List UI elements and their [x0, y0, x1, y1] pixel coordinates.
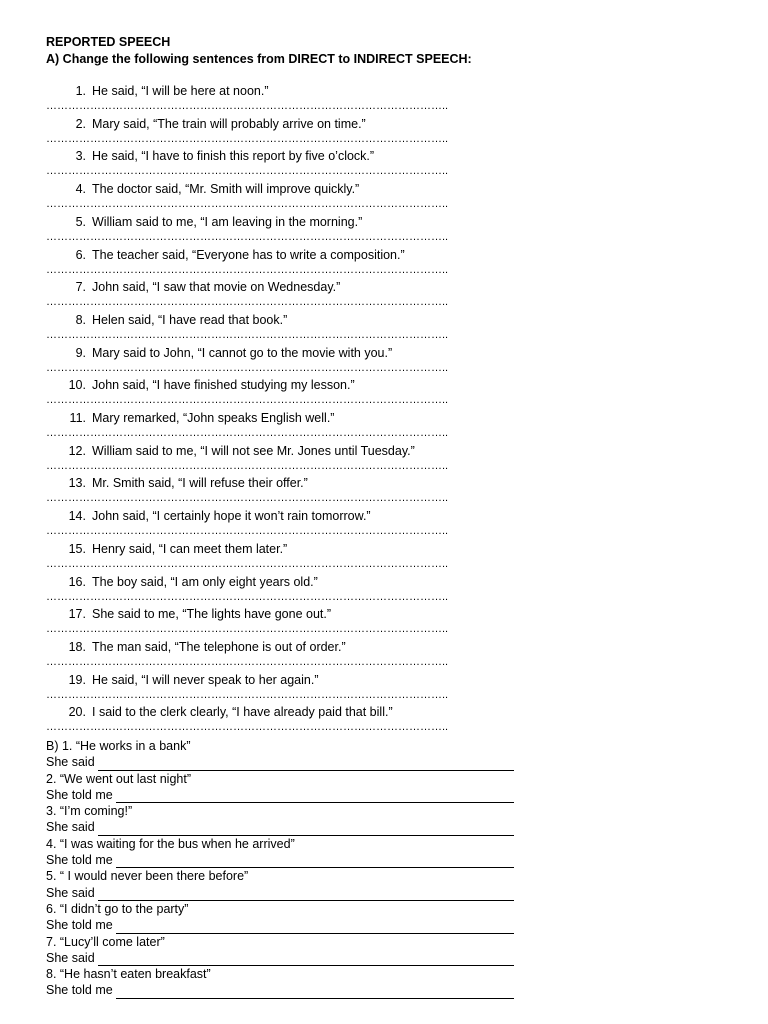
answer-blank-line[interactable]	[98, 888, 514, 901]
sentence-number: 13.	[68, 476, 86, 491]
sentence-number: 14.	[68, 509, 86, 524]
direct-speech-sentence: He said, “I will never speak to her again.”	[92, 672, 319, 687]
sentence-line	[46, 280, 340, 294]
reported-prompt: 7. “Lucy’ll come later”	[46, 934, 165, 949]
answer-dotted-line[interactable]: ………………………………………………………………………………………………..	[46, 100, 449, 112]
answer-dotted-line[interactable]: ………………………………………………………………………………………………..	[46, 328, 449, 341]
direct-speech-sentence: Mary remarked, “John speaks English well.”	[92, 411, 335, 425]
sentence-number: 15.	[68, 541, 86, 556]
sentence-number: 3.	[75, 149, 86, 164]
sentence-line	[46, 215, 362, 229]
answer-dotted-line[interactable]: ………………………………………………………………………………………………..	[46, 525, 449, 538]
answer-lead-in: She told me	[46, 918, 113, 933]
answer-dotted-line[interactable]: ………………………………………………………………………………………………..	[46, 132, 449, 145]
reported-answer-row	[46, 819, 526, 835]
sentence-number: 6.	[75, 247, 86, 262]
direct-speech-sentence: John said, “I have finished studying my lesson.”	[92, 378, 355, 393]
answer-blank-line[interactable]	[116, 855, 514, 868]
sentence-line	[46, 411, 334, 425]
answer-dotted-line[interactable]: ………………………………………………………………………………………………..	[46, 296, 449, 309]
sentence-line	[46, 673, 319, 687]
answer-blank-line[interactable]	[116, 986, 514, 999]
section-b-list	[46, 738, 526, 999]
sentence-item	[46, 182, 449, 215]
direct-speech-sentence: The man said, “The telephone is out of order.”	[92, 639, 346, 654]
reported-prompt: 4. “I was waiting for the bus when he arrived”	[46, 836, 295, 851]
sentence-line	[46, 509, 371, 523]
answer-dotted-line[interactable]: ………………………………………………………………………………………………..	[46, 590, 449, 603]
direct-speech-sentence: William said to me, “I will not see Mr. Jones until Tuesday.”	[92, 443, 415, 458]
answer-dotted-line[interactable]: ………………………………………………………………………………………………..	[46, 165, 449, 178]
reported-prompt: 5. “ I would never been there before”	[46, 869, 249, 884]
sentence-line	[46, 346, 392, 360]
sentence-item	[46, 214, 449, 248]
sentence-item	[46, 672, 449, 706]
answer-dotted-line[interactable]: ………………………………………………………………………………………………..	[46, 427, 449, 439]
sentence-item	[46, 705, 449, 738]
direct-speech-sentence: The doctor said, “Mr. Smith will improve quickly.”	[92, 182, 360, 197]
sentence-number: 9.	[75, 345, 86, 360]
sentence-number: 7.	[75, 280, 86, 295]
sentence-line	[46, 313, 287, 327]
sentence-number: 2.	[75, 116, 86, 131]
sentence-number: 4.	[75, 182, 86, 197]
sentence-item	[46, 411, 449, 444]
sentence-item	[46, 149, 449, 182]
sentence-line	[46, 444, 415, 458]
sentence-item	[46, 84, 449, 117]
sentence-item	[46, 312, 449, 346]
reported-answer-row	[46, 852, 526, 868]
sentence-number: 10.	[68, 378, 86, 393]
sentence-line	[46, 640, 346, 654]
answer-blank-line[interactable]	[98, 758, 514, 771]
direct-speech-sentence: He said, “I have to finish this report by five o’clock.”	[92, 149, 375, 164]
sentence-item	[46, 639, 449, 673]
sentence-number: 18.	[68, 639, 86, 654]
sentence-line	[46, 84, 268, 98]
sentence-item	[46, 541, 449, 575]
sentence-line	[46, 476, 308, 490]
answer-dotted-line[interactable]: ………………………………………………………………………………………………..	[46, 394, 449, 407]
sentence-number: 11.	[69, 411, 86, 425]
answer-dotted-line[interactable]: ………………………………………………………………………………………………..	[46, 361, 449, 374]
reported-answer-row	[46, 787, 526, 803]
sentence-item	[46, 607, 449, 640]
direct-speech-sentence: The boy said, “I am only eight years old.”	[92, 574, 318, 589]
direct-speech-sentence: John said, “I saw that movie on Wednesday.”	[92, 280, 341, 295]
instructions: A) Change the following sentences from DIRECT to INDIRECT SPEECH:	[46, 52, 472, 66]
answer-dotted-line[interactable]: ………………………………………………………………………………………………..	[46, 263, 449, 276]
sentence-item	[46, 116, 449, 150]
sentence-line	[46, 149, 374, 163]
answer-lead-in: She said	[46, 885, 95, 900]
sentence-number: 1.	[75, 84, 86, 98]
reported-prompt: 6. “I didn’t go to the party”	[46, 901, 189, 916]
answer-dotted-line[interactable]: ………………………………………………………………………………………………..	[46, 459, 449, 472]
answer-dotted-line[interactable]: ………………………………………………………………………………………………..	[46, 198, 449, 211]
answer-lead-in: She told me	[46, 983, 113, 998]
direct-speech-sentence: Helen said, “I have read that book.”	[92, 312, 288, 327]
sentence-line	[46, 705, 393, 719]
answer-dotted-line[interactable]: ………………………………………………………………………………………………..	[46, 623, 449, 636]
answer-lead-in: She told me	[46, 853, 113, 868]
reported-answer-row	[46, 982, 526, 998]
sentence-item	[46, 509, 449, 542]
reported-prompt: 2. “We went out last night”	[46, 771, 191, 786]
sentence-item	[46, 443, 449, 477]
answer-blank-line[interactable]	[98, 823, 514, 836]
direct-speech-sentence: Mr. Smith said, “I will refuse their offer.”	[92, 476, 308, 491]
sentence-item	[46, 476, 449, 509]
sentence-item	[46, 574, 449, 608]
direct-speech-sentence: She said to me, “The lights have gone out.”	[92, 607, 332, 622]
sentence-item	[46, 378, 449, 411]
reported-answer-row	[46, 885, 526, 901]
reported-prompt: 3. “I’m coming!”	[46, 804, 133, 819]
direct-speech-sentence: I said to the clerk clearly, “I have already paid that bill.”	[92, 705, 393, 720]
direct-speech-sentence: William said to me, “I am leaving in the morning.”	[92, 214, 363, 229]
answer-lead-in: She said	[46, 820, 95, 835]
direct-speech-sentence: Mary said to John, “I cannot go to the movie with you.”	[92, 345, 393, 360]
sentence-line	[46, 607, 331, 621]
reported-answer-row	[46, 950, 526, 966]
answer-blank-line[interactable]	[116, 921, 514, 934]
answer-lead-in: She told me	[46, 787, 113, 802]
sentence-line	[46, 182, 359, 196]
sentence-line	[46, 248, 405, 262]
sentence-line	[46, 378, 355, 392]
sentence-number: 19.	[68, 672, 86, 687]
sentence-number: 8.	[75, 312, 86, 327]
reported-answer-row	[46, 754, 526, 770]
answer-lead-in: She said	[46, 755, 95, 770]
answer-blank-line[interactable]	[116, 790, 514, 803]
page-title: REPORTED SPEECH	[46, 35, 171, 49]
reported-answer-row	[46, 917, 526, 933]
reported-prompt: B) 1. “He works in a bank”	[46, 739, 191, 753]
sentence-number: 16.	[68, 574, 86, 589]
answer-blank-line[interactable]	[98, 953, 514, 966]
answer-dotted-line[interactable]: ………………………………………………………………………………………………..	[46, 557, 449, 570]
sentence-line	[46, 542, 287, 556]
answer-dotted-line[interactable]: ………………………………………………………………………………………………..	[46, 492, 449, 505]
answer-dotted-line[interactable]: ………………………………………………………………………………………………..	[46, 230, 449, 243]
answer-dotted-line[interactable]: ………………………………………………………………………………………………..	[46, 721, 449, 734]
direct-speech-sentence: John said, “I certainly hope it won’t rain tomorrow.”	[92, 509, 371, 524]
sentence-item	[46, 280, 449, 313]
answer-lead-in: She said	[46, 950, 95, 965]
sentence-number: 17.	[68, 607, 86, 622]
sentence-item	[46, 247, 449, 281]
sentence-line	[46, 575, 318, 589]
reported-prompt: 8. “He hasn’t eaten breakfast”	[46, 967, 211, 982]
answer-dotted-line[interactable]: ………………………………………………………………………………………………..	[46, 655, 449, 668]
answer-dotted-line[interactable]: ………………………………………………………………………………………………..	[46, 688, 449, 701]
sentence-number: 5.	[75, 214, 86, 229]
sentence-number: 12.	[68, 443, 86, 458]
direct-speech-sentence: He said, “I will be here at noon.”	[92, 84, 269, 98]
direct-speech-sentence: The teacher said, “Everyone has to write a composition.”	[92, 247, 405, 262]
sentence-line	[46, 117, 366, 131]
sentence-item	[46, 345, 449, 379]
sentence-number: 20.	[68, 705, 86, 720]
direct-speech-sentence: Mary said, “The train will probably arrive on time.”	[92, 116, 366, 131]
direct-speech-sentence: Henry said, “I can meet them later.”	[92, 541, 288, 556]
